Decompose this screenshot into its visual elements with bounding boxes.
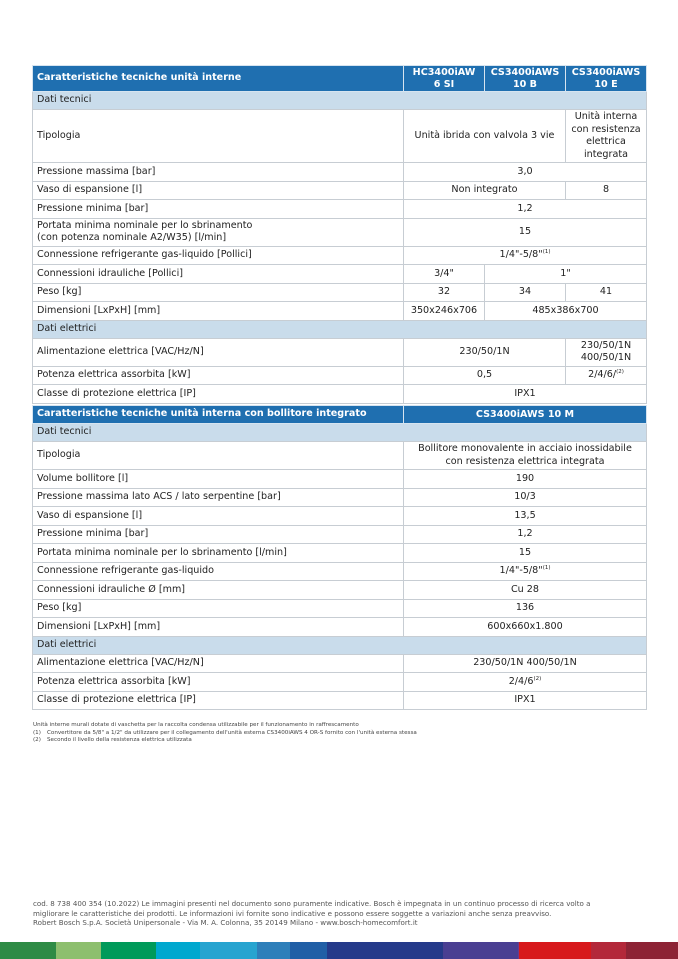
row-label: Connessioni idrauliche Ø [mm] xyxy=(33,581,404,600)
table-row xyxy=(33,110,647,163)
table-row xyxy=(33,470,647,489)
row-label: Vaso di espansione [l] xyxy=(33,507,404,526)
row-label: Portata minima nominale per lo sbrinamento [l/min] xyxy=(33,544,404,563)
cell-value: 1,2 xyxy=(404,200,647,219)
band-segment xyxy=(257,942,290,959)
cell-value: Non integrato xyxy=(404,181,566,200)
cell-value: 1,2 xyxy=(404,525,647,544)
row-label: Pressione massima lato ACS / lato serpentine [bar] xyxy=(33,488,404,507)
table-row xyxy=(33,366,647,385)
model-header: CS3400iAWS 10 E xyxy=(566,66,647,92)
cell-value: 1/4"-5/8"$^{(1)}$ xyxy=(404,246,647,265)
row-label: Potenza elettrica assorbita [kW] xyxy=(33,366,404,385)
table-row xyxy=(33,302,647,321)
row-label: Connessioni idrauliche [Pollici] xyxy=(33,265,404,284)
footnotes xyxy=(33,722,417,745)
cell-value: IPX1 xyxy=(404,385,647,404)
cell-value: 2/4/6/$^{(2)}$ xyxy=(566,366,647,385)
cell-value: 1/4"-5/8"$^{(1)}$ xyxy=(404,562,647,581)
row-label: Alimentazione elettrica [VAC/Hz/N] xyxy=(33,654,404,673)
row-label: Tipologia xyxy=(33,442,404,470)
row-label: Alimentazione elettrica [VAC/Hz/N] xyxy=(33,338,404,366)
table-row xyxy=(33,654,647,673)
band-segment xyxy=(519,942,591,959)
table-row xyxy=(33,246,647,265)
table-row xyxy=(33,265,647,284)
row-label: Classe di protezione elettrica [IP] xyxy=(33,691,404,710)
band-segment xyxy=(0,942,56,959)
table-row xyxy=(33,691,647,710)
cell-value: Bollitore monovalente in acciaio inossidabile con resistenza elettrica integrata xyxy=(404,442,647,470)
cell-value: 1" xyxy=(485,265,647,284)
footnote-ref: (1) xyxy=(542,248,551,255)
model-header: CS3400iAWS 10 M xyxy=(404,406,647,424)
table-row xyxy=(33,618,647,637)
cell-value: 0,5 xyxy=(404,366,566,385)
section-label: Dati tecnici xyxy=(33,92,647,110)
table-row xyxy=(33,442,647,470)
footer-line: migliorare le caratteristiche dei prodotti. Le informazioni ivi fornite sono indicative e possono essere soggette a variazioni anche senza preavviso. xyxy=(33,908,552,918)
band-segment xyxy=(626,942,678,959)
row-label: Pressione minima [bar] xyxy=(33,525,404,544)
row-label: Tipologia xyxy=(33,110,404,163)
table-row xyxy=(33,673,647,692)
section-label: Dati tecnici xyxy=(33,424,647,442)
row-label: Connessione refrigerante gas-liquido xyxy=(33,562,404,581)
cell-value: Unità interna con resistenza elettrica integrata xyxy=(566,110,647,163)
footnote-intro: Unità interne murali dotate di vaschetta per la raccolta condensa utilizzabile per il funzionamento in raffrescamento xyxy=(33,722,359,728)
cell-value: 230/50/1N 400/50/1N xyxy=(404,654,647,673)
table-row xyxy=(33,488,647,507)
footer-line: Robert Bosch S.p.A. Società Unipersonale - Via M. A. Colonna, 35 20149 Milano - www.bosch-homecomfort.it xyxy=(33,918,418,927)
cell-value: 15 xyxy=(404,544,647,563)
footnote-ref: (1) xyxy=(542,564,551,571)
band-segment xyxy=(156,942,201,959)
row-label: Dimensioni [LxPxH] [mm] xyxy=(33,302,404,321)
cell-value: 485x386x700 xyxy=(485,302,647,321)
cell-value: 13,5 xyxy=(404,507,647,526)
cell-value: 34 xyxy=(485,283,566,302)
section-label: Dati elettrici xyxy=(33,320,647,338)
band-segment xyxy=(56,942,101,959)
cell-value: Unità ibrida con valvola 3 vie xyxy=(404,110,566,163)
band-segment xyxy=(290,942,327,959)
row-label: Classe di protezione elettrica [IP] xyxy=(33,385,404,404)
section-row xyxy=(33,320,647,338)
page-footer xyxy=(33,899,653,928)
footnote-ref: (2) xyxy=(533,675,542,682)
cell-value: 10/3 xyxy=(404,488,647,507)
table-row xyxy=(33,163,647,182)
footnote: (2) Secondo il livello della resistenza elettrica utilizzata xyxy=(33,737,192,744)
band-segment xyxy=(200,942,257,959)
section-row xyxy=(33,424,647,442)
row-label: Vaso di espansione [l] xyxy=(33,181,404,200)
table-row xyxy=(33,385,647,404)
table-header xyxy=(33,66,647,92)
row-label: Volume bollitore [l] xyxy=(33,470,404,489)
table-row xyxy=(33,283,647,302)
row-label: Pressione massima [bar] xyxy=(33,163,404,182)
table-row xyxy=(33,181,647,200)
table-header xyxy=(33,406,647,424)
band-segment xyxy=(591,942,626,959)
footnote-ref: (2) xyxy=(616,368,624,375)
table-row xyxy=(33,525,647,544)
band-segment xyxy=(101,942,156,959)
table-title: Caratteristiche tecniche unità interne xyxy=(33,66,404,92)
cell-value: 230/50/1N 400/50/1N xyxy=(566,338,647,366)
section-row xyxy=(33,92,647,110)
cell-value: IPX1 xyxy=(404,691,647,710)
cell-value: 3/4" xyxy=(404,265,485,284)
row-label: Potenza elettrica assorbita [kW] xyxy=(33,673,404,692)
model-header: CS3400iAWS 10 B xyxy=(485,66,566,92)
table-row xyxy=(33,218,647,246)
row-label: Peso [kg] xyxy=(33,599,404,618)
row-label: Dimensioni [LxPxH] [mm] xyxy=(33,618,404,637)
cell-value: 41 xyxy=(566,283,647,302)
cell-value: 136 xyxy=(404,599,647,618)
table-row xyxy=(33,562,647,581)
cell-value: 3,0 xyxy=(404,163,647,182)
footer-line: cod. 8 738 400 354 (10.2022) Le immagini presenti nel documento sono puramente indicative. Bosch è impegnata in un continuo processo di ricerca volto a xyxy=(33,899,591,908)
model-header: HC3400iAW 6 SI xyxy=(404,66,485,92)
row-label: Connessione refrigerante gas-liquido [Pollici] xyxy=(33,246,404,265)
band-segment xyxy=(443,942,519,959)
row-label: Portata minima nominale per lo sbrinamento (con potenza nominale A2/W35) [l/min] xyxy=(33,218,404,246)
cell-value: 350x246x706 xyxy=(404,302,485,321)
cell-value: 190 xyxy=(404,470,647,489)
cell-value: 15 xyxy=(404,218,647,246)
row-label: Peso [kg] xyxy=(33,283,404,302)
table-row xyxy=(33,200,647,219)
section-label: Dati elettrici xyxy=(33,636,647,654)
cell-value: 230/50/1N xyxy=(404,338,566,366)
brand-color-band xyxy=(0,942,678,959)
table-title: Caratteristiche tecniche unità interna con bollitore integrato xyxy=(33,406,404,424)
band-segment xyxy=(327,942,442,959)
row-label: Pressione minima [bar] xyxy=(33,200,404,219)
table-row xyxy=(33,599,647,618)
section-row xyxy=(33,636,647,654)
cell-value: 2/4/6$^{(2)}$ xyxy=(404,673,647,692)
table-row xyxy=(33,544,647,563)
table-row xyxy=(33,507,647,526)
table-row xyxy=(33,581,647,600)
table-row xyxy=(33,338,647,366)
table-internal-units xyxy=(32,65,647,404)
cell-value: 32 xyxy=(404,283,485,302)
cell-value: 600x660x1.800 xyxy=(404,618,647,637)
cell-value: 8 xyxy=(566,181,647,200)
cell-value: Cu 28 xyxy=(404,581,647,600)
footnote: (1) Convertitore da 5/8" a 1/2" da utilizzare per il collegamento dell'unità esterna CS3400iAWS 4 OR-S fornito con l'unità esterna stessa xyxy=(33,729,417,736)
table-internal-unit-with-boiler xyxy=(32,405,647,710)
